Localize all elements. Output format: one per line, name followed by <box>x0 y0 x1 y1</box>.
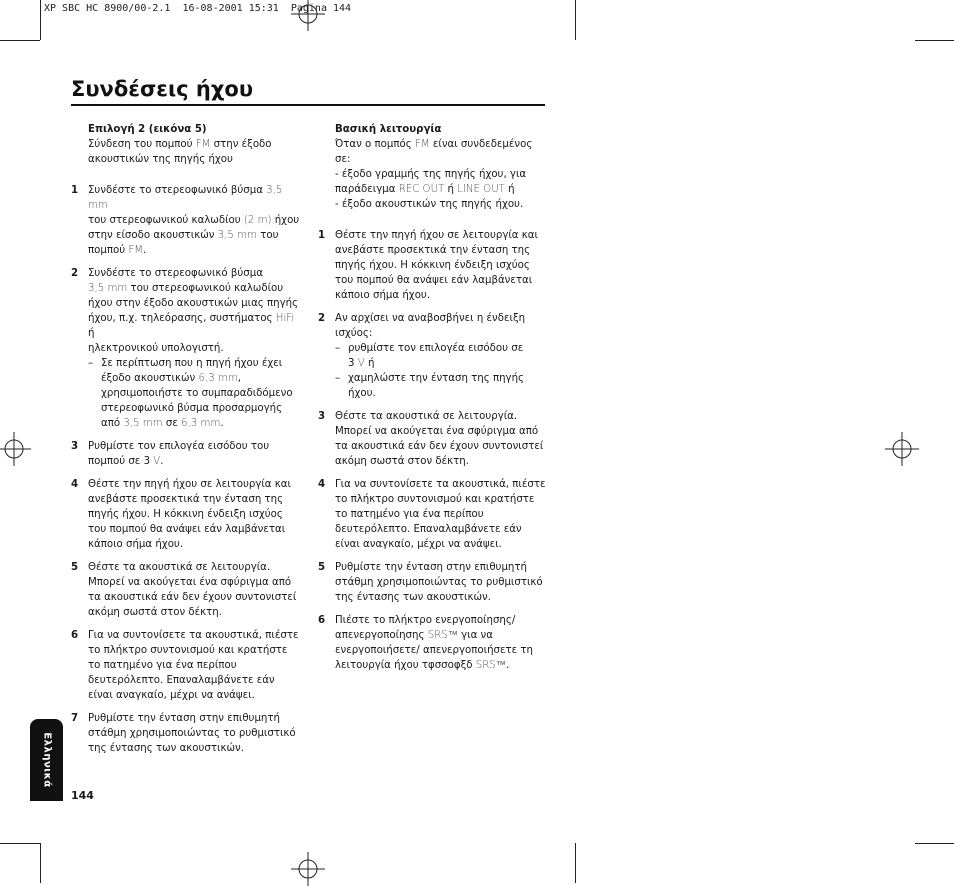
registration-mark-icon <box>291 852 325 886</box>
left-column <box>71 122 301 756</box>
text-segment: είναι αναγκαίο, μέχρι να ανάψει. <box>335 539 502 550</box>
text-segment: FM <box>195 139 211 150</box>
text-line <box>88 213 301 228</box>
text-segment: SRS™ <box>475 660 506 671</box>
text-line <box>88 341 301 356</box>
text-line <box>335 477 548 492</box>
text-segment: 3 <box>348 358 355 369</box>
text-line <box>88 590 301 605</box>
text-line <box>335 243 548 258</box>
text-line <box>335 273 548 288</box>
text-segment: Για να συντονίσετε τα ακουστικά, πιέστε <box>335 479 546 490</box>
text-line <box>335 137 548 167</box>
text-segment: στην έξοδο <box>210 139 272 150</box>
text-segment: 6,3 mm <box>181 418 221 429</box>
crop-mark <box>575 0 576 40</box>
right-column <box>318 122 548 673</box>
text-line <box>88 507 301 522</box>
text-line <box>88 183 301 213</box>
text-segment: ή <box>364 358 375 369</box>
dash-bullet-icon: – <box>88 358 94 369</box>
text-segment: του στερεοφωνικού καλωδίου <box>88 215 244 226</box>
crop-mark <box>915 40 954 41</box>
text-line <box>335 258 548 273</box>
title-rule <box>71 104 545 106</box>
text-segment: Για να συντονίσετε τα ακουστικά, πιέστε <box>88 630 299 641</box>
text-segment: δευτερόλεπτο. Επαναλαμβάνετε εάν <box>335 524 522 535</box>
text-segment: SRS™ <box>427 630 458 641</box>
text-segment: Σε περίπτωση που η πηγή ήχου έχει <box>101 358 283 369</box>
text-line <box>335 228 548 243</box>
step-number: 3 <box>71 441 79 452</box>
step-item <box>71 628 301 703</box>
text-line <box>335 507 548 522</box>
sub-item <box>88 356 301 431</box>
text-segment: - έξοδο ακουστικών της πηγής ήχου. <box>335 199 524 210</box>
text-line <box>335 311 548 326</box>
text-line <box>335 454 548 469</box>
text-segment: ή <box>504 184 515 195</box>
language-tab <box>30 719 63 801</box>
text-segment: δευτερόλεπτο. Επαναλαμβάνετε εάν <box>88 675 275 686</box>
text-line <box>335 424 548 439</box>
text-line <box>88 711 301 726</box>
step-number: 2 <box>318 313 326 324</box>
text-segment: χρησιμοποιήστε το συμπαραδιδόμενο <box>101 388 293 399</box>
text-segment: ακόμη σωστά στον δέκτη. <box>88 607 222 618</box>
text-segment: κάποιο σήμα ήχου. <box>88 539 184 550</box>
text-segment: . <box>160 456 164 467</box>
text-segment: Όταν ο πομπός <box>335 139 415 150</box>
text-line <box>88 137 301 152</box>
text-segment: Ρυθμίστε την ένταση στην επιθυμητή <box>88 713 280 724</box>
text-line <box>348 386 548 401</box>
text-line <box>88 560 301 575</box>
text-segment: κάποιο σήμα ήχου. <box>335 290 431 301</box>
text-segment: ηλεκτρονικού υπολογιστή. <box>88 343 224 354</box>
text-segment: FM <box>128 245 144 256</box>
text-segment: ήχου. <box>348 388 376 399</box>
text-segment: λειτουργία ήχου τφσσοφξδ <box>335 660 476 671</box>
text-segment: του πομπού θα ανάψει εάν λαμβάνεται <box>88 524 286 535</box>
text-segment: LINE OUT <box>457 184 505 195</box>
text-line <box>88 673 301 688</box>
text-segment: ενεργοποιήσετε/ απενεργοποιήσετε τη <box>335 645 533 656</box>
text-segment: 3,5 mm <box>88 185 283 211</box>
crop-mark <box>0 843 40 844</box>
text-segment: Θέστε τα ακουστικά σε λειτουργία. <box>335 411 518 422</box>
text-line <box>335 628 548 643</box>
dash-bullet-icon: – <box>335 343 341 354</box>
text-segment: τα ακουστικά εάν δεν έχουν συντονιστεί <box>88 592 297 603</box>
step-number: 5 <box>318 562 326 573</box>
text-line <box>88 628 301 643</box>
text-line <box>101 356 301 371</box>
option-heading: Επιλογή 2 (εικόνα 5) <box>88 124 207 135</box>
text-segment: στάθμη χρησιμοποιώντας το ρυθμιστικό <box>335 577 543 588</box>
text-line <box>335 560 548 575</box>
text-segment: έξοδο ακουστικών <box>101 373 199 384</box>
text-segment: 3 <box>143 456 151 467</box>
text-segment: ακουστικών της πηγής ήχου <box>88 154 233 165</box>
text-line <box>88 726 301 741</box>
step-number: 6 <box>318 615 326 626</box>
text-segment: σε <box>162 418 182 429</box>
text-line <box>335 409 548 424</box>
section-heading: Βασική λειτουργία <box>335 124 442 135</box>
crop-mark <box>40 843 41 883</box>
text-segment: στην είσοδο ακουστικών <box>88 230 218 241</box>
text-line <box>335 590 548 605</box>
text-line <box>335 197 548 212</box>
text-segment: V <box>354 358 365 369</box>
step-number: 4 <box>318 479 326 490</box>
text-line <box>335 522 548 537</box>
text-line <box>101 401 301 416</box>
step-item <box>71 477 301 552</box>
text-line <box>335 167 548 182</box>
text-segment: , <box>237 373 242 384</box>
text-line <box>88 522 301 537</box>
step-number: 2 <box>71 268 79 279</box>
text-segment: ήχου, π.χ. τηλεόρασης, συστήματος <box>88 313 276 324</box>
text-line <box>335 492 548 507</box>
text-segment: V <box>150 456 161 467</box>
section-intro <box>335 137 548 212</box>
text-segment: Συνδέστε το στερεοφωνικό βύσμα <box>88 185 267 196</box>
text-segment: . <box>143 245 147 256</box>
text-segment: απενεργοποίησης <box>335 630 428 641</box>
text-segment: - έξοδο γραμμής της πηγής ήχου, για <box>335 169 527 180</box>
text-segment: ήχου <box>271 215 300 226</box>
crop-mark <box>575 843 576 883</box>
text-segment: REC OUT <box>398 184 445 195</box>
text-segment: 3,5 mm <box>217 230 257 241</box>
text-segment: . <box>505 660 510 671</box>
text-segment: ανεβάστε προσεκτικά την ένταση της <box>88 494 284 505</box>
registration-mark-icon <box>0 432 31 466</box>
text-segment: είναι αναγκαίο, μέχρι να ανάψει. <box>88 690 255 701</box>
sub-item <box>335 371 548 401</box>
step-number: 6 <box>71 630 79 641</box>
text-line <box>335 658 548 673</box>
text-segment: τα ακουστικά εάν δεν έχουν συντονιστεί <box>335 441 544 452</box>
text-segment: πηγής ήχου. Η κόκκινη ένδειξη ισχύος <box>88 509 283 520</box>
step-item <box>71 183 301 258</box>
text-segment: 6,3 mm <box>198 373 238 384</box>
text-segment: του <box>256 230 279 241</box>
text-segment: Μπορεί να ακούγεται ένα σφύριγμα από <box>88 577 292 588</box>
crop-mark <box>915 843 954 844</box>
text-line <box>88 537 301 552</box>
text-segment: Θέστε την πηγή ήχου σε λειτουργία και <box>335 230 538 241</box>
language-tab-label: Ελληνικά <box>41 732 52 788</box>
text-line <box>88 575 301 590</box>
text-line <box>348 371 548 386</box>
text-segment: 3,5 mm <box>88 283 128 294</box>
text-segment: είναι συνδεδεμένος σε: <box>335 139 533 165</box>
text-segment: ήχου στην έξοδο ακουστικών μιας πηγής <box>88 298 299 309</box>
dash-bullet-icon: – <box>335 373 341 384</box>
step-item <box>318 613 548 673</box>
step-item <box>71 711 301 756</box>
text-segment: Μπορεί να ακούγεται ένα σφύριγμα από <box>335 426 539 437</box>
text-line <box>348 341 548 356</box>
text-line <box>88 741 301 756</box>
crop-mark <box>40 0 41 40</box>
text-segment: του πομπού θα ανάψει εάν λαμβάνεται <box>335 275 533 286</box>
step-item <box>71 439 301 469</box>
text-segment: ισχύος: <box>335 328 373 339</box>
text-line <box>101 371 301 386</box>
text-segment: από <box>101 418 124 429</box>
text-line <box>88 605 301 620</box>
text-line <box>335 439 548 454</box>
step-number: 1 <box>318 230 326 241</box>
text-segment: στάθμη χρησιμοποιώντας το ρυθμιστικό <box>88 728 296 739</box>
text-segment: Θέστε την πηγή ήχου σε λειτουργία και <box>88 479 291 490</box>
text-line <box>88 688 301 703</box>
step-item <box>71 266 301 431</box>
step-number: 5 <box>71 562 79 573</box>
text-line <box>335 613 548 628</box>
text-line <box>101 416 301 431</box>
text-segment: της έντασης των ακουστικών. <box>335 592 491 603</box>
text-line <box>335 643 548 658</box>
text-line <box>101 386 301 401</box>
text-line <box>88 228 301 243</box>
step-number: 4 <box>71 479 79 490</box>
text-segment: το πλήκτρο συντονισμού και κρατήστε <box>335 494 535 505</box>
text-line <box>335 182 548 197</box>
step-item <box>318 560 548 605</box>
text-segment: Σύνδεση του πομπού <box>88 139 196 150</box>
text-line <box>88 281 301 296</box>
text-segment: ανεβάστε προσεκτικά την ένταση της <box>335 245 531 256</box>
text-line <box>88 296 301 311</box>
text-segment: του στερεοφωνικού καλωδίου <box>127 283 284 294</box>
text-segment: το πατημένο για ένα περίπου <box>88 660 237 671</box>
option-intro <box>88 137 301 167</box>
step-item <box>318 311 548 401</box>
step-number: 3 <box>318 411 326 422</box>
text-segment: (2 m) <box>243 215 272 226</box>
sub-item <box>335 341 548 371</box>
text-segment: πομπού σε <box>88 456 144 467</box>
text-segment: στερεοφωνικό βύσμα προσαρμογής <box>101 403 283 414</box>
text-segment: Αν αρχίσει να αναβοσβήνει η ένδειξη <box>335 313 526 324</box>
text-line <box>88 439 301 454</box>
step-item <box>318 477 548 552</box>
text-segment: FM <box>414 139 430 150</box>
step-number: 1 <box>71 185 79 196</box>
page-number: 144 <box>71 789 94 802</box>
page-title: Συνδέσεις ήχου <box>71 77 254 101</box>
print-header: XP SBC HC 8900/00-2.1 16-08-2001 15:31 Pagina 144 <box>44 3 352 14</box>
text-line <box>348 356 548 371</box>
text-line <box>335 575 548 590</box>
text-line <box>88 492 301 507</box>
text-segment: ή <box>444 184 458 195</box>
step-number: 7 <box>71 713 79 724</box>
text-segment: 3,5 mm <box>123 418 163 429</box>
text-segment: το πατημένο για ένα περίπου <box>335 509 484 520</box>
text-segment: πηγής ήχου. Η κόκκινη ένδειξη ισχύος <box>335 260 530 271</box>
registration-mark-icon <box>885 432 919 466</box>
text-segment: ακόμη σωστά στον δέκτη. <box>335 456 469 467</box>
text-line <box>335 326 548 341</box>
text-line <box>88 266 301 281</box>
text-segment: Θέστε τα ακουστικά σε λειτουργία. <box>88 562 271 573</box>
text-segment: Ρυθμίστε την ένταση στην επιθυμητή <box>335 562 527 573</box>
step-item <box>318 228 548 303</box>
text-segment: το πλήκτρο συντονισμού και κρατήστε <box>88 645 288 656</box>
text-segment: . <box>220 418 224 429</box>
text-segment: Συνδέστε το στερεοφωνικό βύσμα <box>88 268 263 279</box>
text-segment: πομπού <box>88 245 129 256</box>
text-segment: παράδειγμα <box>335 184 399 195</box>
text-line <box>88 658 301 673</box>
text-segment: HiFi <box>275 313 295 324</box>
step-item <box>71 560 301 620</box>
text-line <box>335 537 548 552</box>
text-line <box>88 643 301 658</box>
text-line <box>88 243 301 258</box>
text-segment: ρυθμίστε τον επιλογέα εισόδου σε <box>348 343 524 354</box>
text-line <box>88 454 301 469</box>
left-steps <box>71 183 301 756</box>
text-segment: της έντασης των ακουστικών. <box>88 743 244 754</box>
text-line <box>88 477 301 492</box>
right-steps <box>318 228 548 673</box>
text-line <box>335 288 548 303</box>
text-line <box>88 152 301 167</box>
text-segment: Πιέστε το πλήκτρο ενεργοποίησης/ <box>335 615 516 626</box>
text-segment: χαμηλώστε την ένταση της πηγής <box>348 373 525 384</box>
text-segment: ή <box>88 328 95 339</box>
step-item <box>318 409 548 469</box>
text-segment: για να <box>457 630 493 641</box>
crop-mark <box>0 40 40 41</box>
text-segment: Ρυθμίστε τον επιλογέα εισόδου του <box>88 441 270 452</box>
text-line <box>88 311 301 341</box>
